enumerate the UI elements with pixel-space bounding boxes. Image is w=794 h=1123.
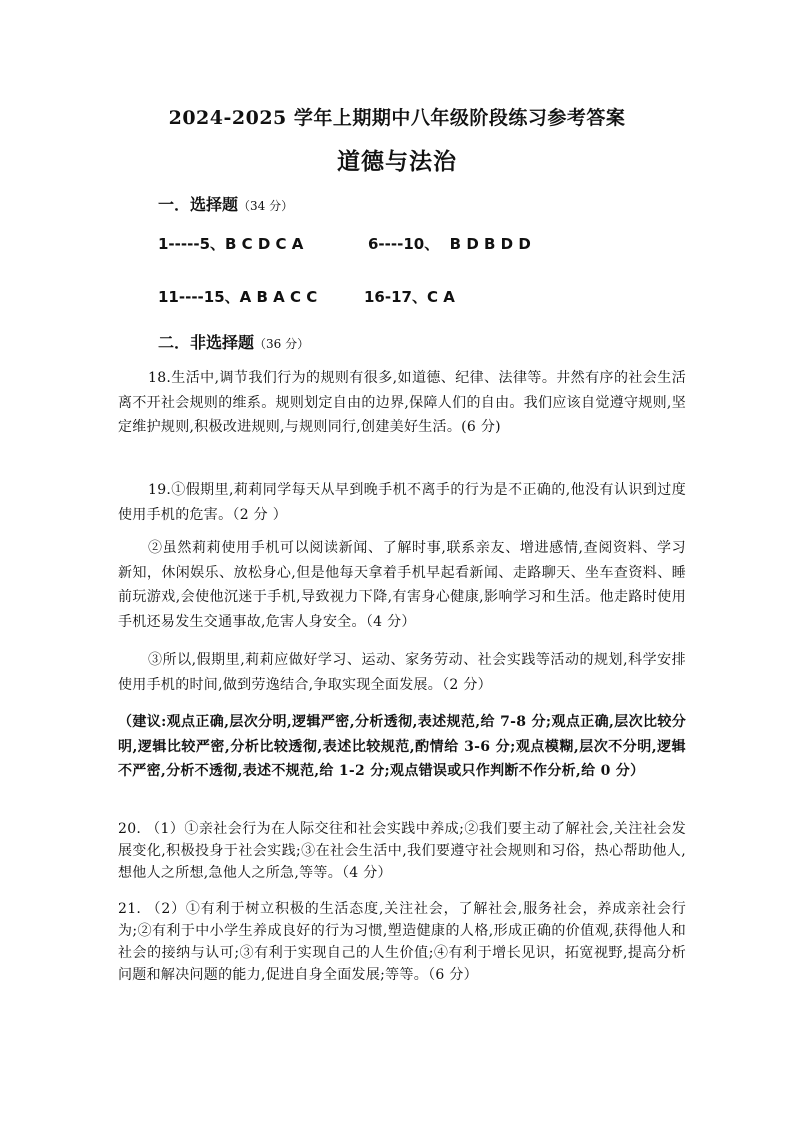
- grading-suggestion: （建议:观点正确,层次分明,逻辑严密,分析透彻,表述规范,给 7-8 分;观点正确,层次比较分明,逻辑比较严密,分析比较透彻,表述比较规范,酌情给 3-6 分;观点模糊,层次不分明,逻辑不严密,分析不透彻,表述不规范,给 1-2 分;观点错误或只作判断不作分析,给 0 分）: [118, 714, 686, 779]
- answer-row-2-right: 16-17、C A: [364, 288, 455, 306]
- section-heading-text: 二．非选择题: [158, 333, 255, 352]
- answer-row-1-left: 1-----5、B C D C A: [158, 235, 304, 253]
- answer-q20: 20. （1）①亲社会行为在人际交往和社会实践中养成;②我们要主动了解社会,关注社会发展变化,积极投身于社会实践;③在社会生活中,我们要遵守社会规则和习俗，热心帮助他人,想他人之所想,急他人之所急,等等。（4 分）: [118, 821, 686, 881]
- answer-q18: 18.生活中,调节我们行为的规则有很多,如道德、纪律、法律等。井然有序的社会生活离不开社会规则的维系。规则划定自由的边界,保障人们的自由。我们应该自觉遵守规则,坚定维护规则,积极改进规则,与规则同行,创建美好生活。(6 分): [118, 370, 686, 435]
- answer-q21: 21. （2）①有利于树立积极的生活态度,关注社会，了解社会,服务社会，养成亲社会行为;②有利于中小学生养成良好的行为习惯,塑造健康的人格,形成正确的价值观,获得他人和社会的接纳与认可;③有利于实现自己的人生价值;④有利于增长见识，拓宽视野,提高分析问题和解决问题的能力,促进自身全面发展;等等。（6 分）: [118, 901, 686, 983]
- answer-q19-part2: ②虽然莉莉使用手机可以阅读新闻、了解时事,联系亲友、增进感情,查阅资料、学习新知，休闲娱乐、放松身心,但是他每天拿着手机早起看新闻、走路聊天、坐车查资料、睡前玩游戏,会使他沉迷于手机,导致视力下降,有害身心健康,影响学习和生活。他走路时使用手机还易发生交通事故,危害人身安全。（4 分）: [118, 540, 686, 630]
- section-heading-choice: [158, 192, 293, 215]
- section-heading-text: 一．选择题: [158, 195, 239, 214]
- document-title: 2024-2025 学年上期期中八年级阶段练习参考答案: [168, 107, 626, 129]
- answer-q19-part3: ③所以,假期里,莉莉应做好学习、运动、家务劳动、社会实践等活动的规划,科学安排使用手机的时间,做到劳逸结合,争取实现全面发展。（2 分）: [118, 652, 686, 693]
- answer-row-2-left: 11----15、A B A C C: [158, 288, 318, 306]
- answer-q19-part1: 19.①假期里,莉莉同学每天从早到晚手机不离手的行为是不正确的,他没有认识到过度使用手机的危害。（2 分 ）: [118, 482, 686, 523]
- section-points: （36 分）: [254, 337, 310, 351]
- section-points: （34 分）: [238, 199, 294, 213]
- answer-row-1-right: 6----10、 B D B D D: [368, 235, 531, 253]
- section-heading-nonchoice: [158, 330, 309, 353]
- subject-title: 道德与法治: [337, 148, 457, 175]
